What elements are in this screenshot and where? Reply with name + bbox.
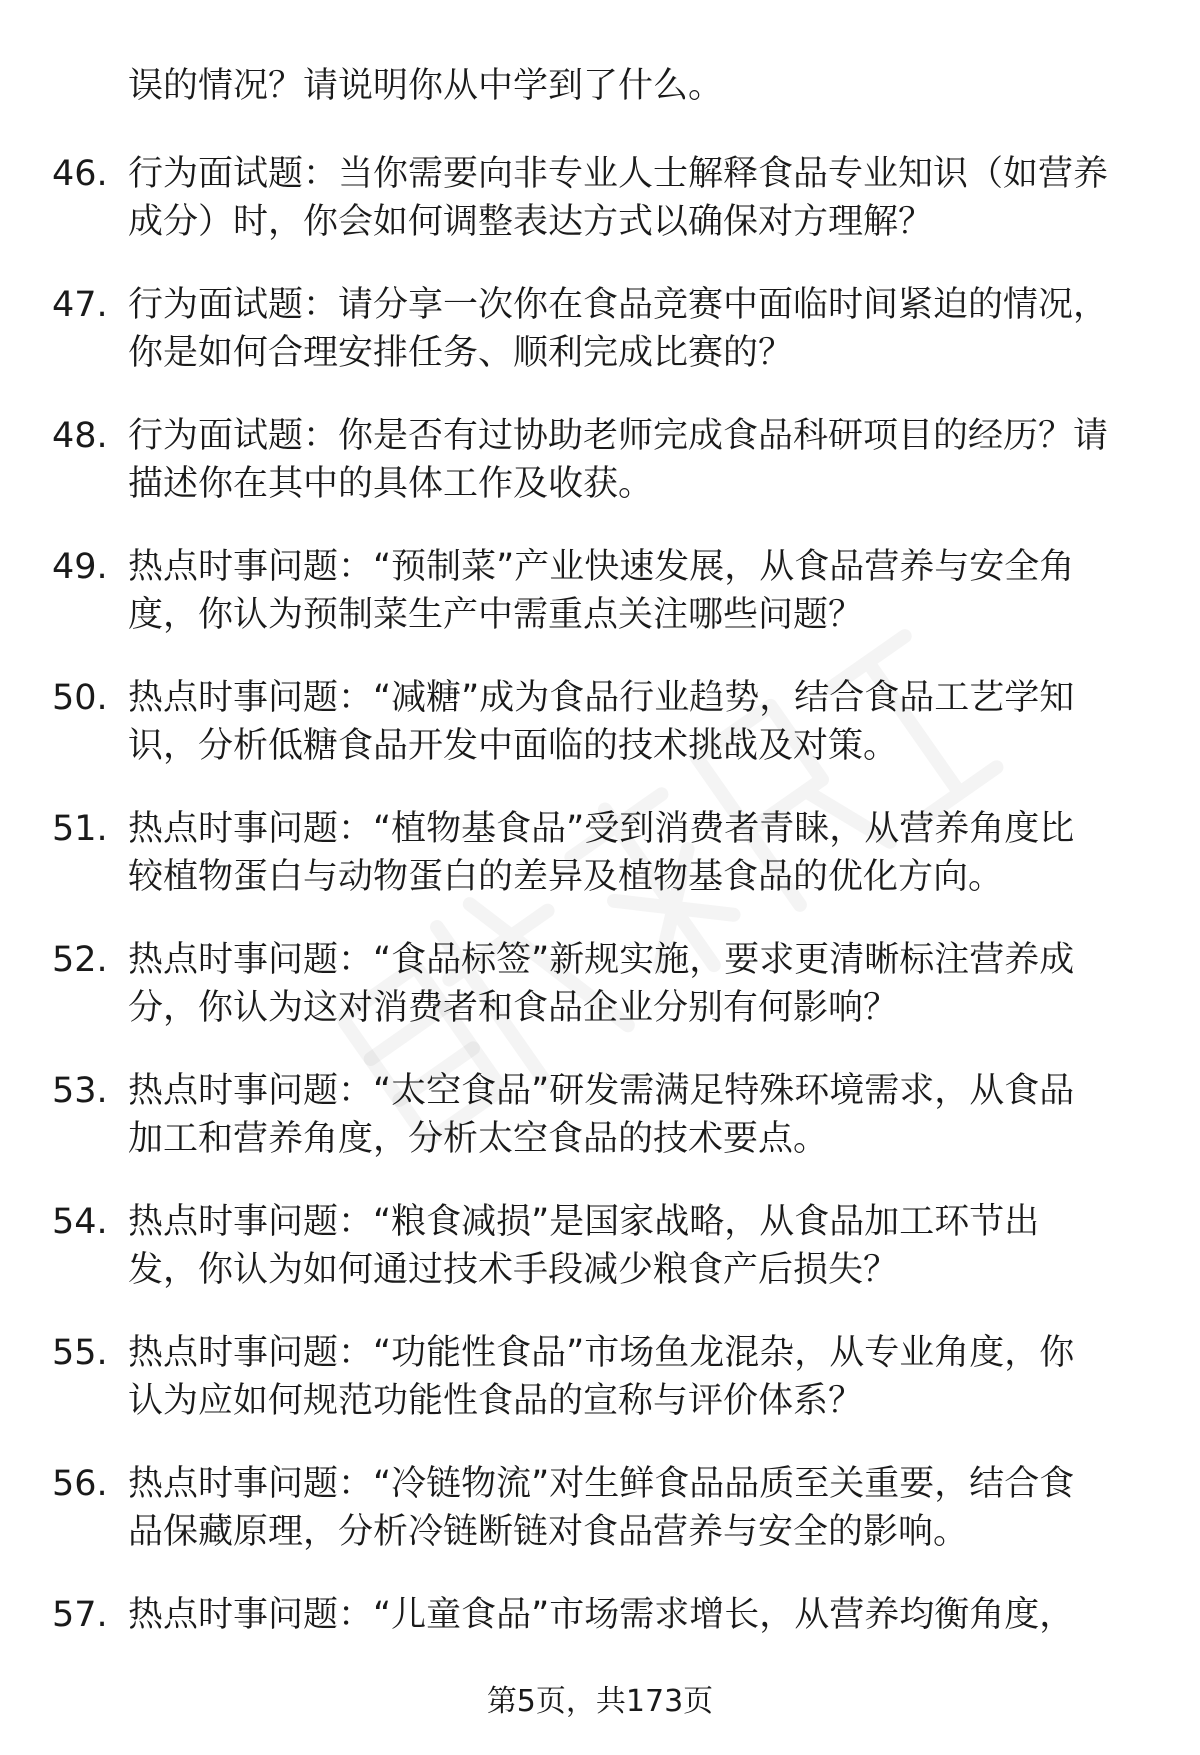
- question-text-line-1: 热点时事问题：“粮食减损”是国家战略，从食品加工环节出: [128, 1202, 1040, 1242]
- question-text-line-2: 发，你认为如何通过技术手段减少粮食产后损失？: [128, 1250, 899, 1290]
- question-number: 47.: [52, 285, 108, 325]
- question-text-line-1: 热点时事问题：“儿童食品”市场需求增长，从营养均衡角度，: [128, 1595, 1075, 1635]
- question-number: 46.: [52, 154, 108, 194]
- continued-question-text: 误的情况？请说明你从中学到了什么。: [128, 66, 724, 106]
- question-number: 50.: [52, 678, 108, 718]
- question-list: [0, 150, 1200, 1722]
- page-number-footer: 第5页，共173页: [486, 1684, 714, 1719]
- question-text-line-2: 你是如何合理安排任务、顺利完成比赛的？: [128, 333, 794, 373]
- question-text-line-2: 加工和营养角度，分析太空食品的技术要点。: [128, 1119, 829, 1159]
- question-item: [0, 936, 1200, 1067]
- question-text-line-1: 热点时事问题：“冷链物流”对生鲜食品品质至关重要，结合食: [128, 1464, 1075, 1504]
- question-text-line-1: 热点时事问题：“太空食品”研发需满足特殊环境需求，从食品: [128, 1071, 1075, 1111]
- question-text-line-1: 行为面试题：你是否有过协助老师完成食品科研项目的经历？请: [128, 416, 1109, 456]
- question-text-line-1: 热点时事问题：“功能性食品”市场鱼龙混杂，从专业角度，你: [128, 1333, 1075, 1373]
- question-item: [0, 412, 1200, 543]
- question-item: [0, 1198, 1200, 1329]
- question-number: 57.: [52, 1595, 108, 1635]
- question-text-line-1: 行为面试题：请分享一次你在食品竞赛中面临时间紧迫的情况，: [128, 285, 1109, 325]
- question-text-line-2: 分，你认为这对消费者和食品企业分别有何影响？: [128, 988, 899, 1028]
- question-number: 55.: [52, 1333, 108, 1373]
- question-item: [0, 1329, 1200, 1460]
- question-number: 53.: [52, 1071, 108, 1111]
- question-text-line-1: 热点时事问题：“植物基食品”受到消费者青睐，从营养角度比: [128, 809, 1075, 849]
- question-item: [0, 543, 1200, 674]
- question-text-line-2: 较植物蛋白与动物蛋白的差异及植物基食品的优化方向。: [128, 857, 1004, 897]
- question-number: 49.: [52, 547, 108, 587]
- question-text-line-2: 认为应如何规范功能性食品的宣称与评价体系？: [128, 1381, 864, 1421]
- question-text-line-2: 成分）时，你会如何调整表达方式以确保对方理解？: [128, 202, 934, 242]
- question-item: [0, 1067, 1200, 1198]
- question-number: 54.: [52, 1202, 108, 1242]
- question-item: [0, 281, 1200, 412]
- question-number: 52.: [52, 940, 108, 980]
- question-number: 48.: [52, 416, 108, 456]
- question-text-line-1: 热点时事问题：“减糖”成为食品行业趋势，结合食品工艺学知: [128, 678, 1075, 718]
- question-item: [0, 150, 1200, 281]
- question-item: [0, 674, 1200, 805]
- question-text-line-2: 度，你认为预制菜生产中需重点关注哪些问题？: [128, 595, 864, 635]
- question-text-line-1: 热点时事问题：“食品标签”新规实施，要求更清晰标注营养成: [128, 940, 1075, 980]
- question-number: 51.: [52, 809, 108, 849]
- question-text-line-2: 品保藏原理，分析冷链断链对食品营养与安全的影响。: [128, 1512, 969, 1552]
- question-text-line-2: 描述你在其中的具体工作及收获。: [128, 464, 654, 504]
- question-item: [0, 805, 1200, 936]
- question-text-line-1: 热点时事问题：“预制菜”产业快速发展，从食品营养与安全角: [128, 547, 1075, 587]
- question-text-line-1: 行为面试题：当你需要向非专业人士解释食品专业知识（如营养: [128, 154, 1109, 194]
- question-item: [0, 1460, 1200, 1591]
- question-number: 56.: [52, 1464, 108, 1504]
- question-text-line-2: 识，分析低糖食品开发中面临的技术挑战及对策。: [128, 726, 899, 766]
